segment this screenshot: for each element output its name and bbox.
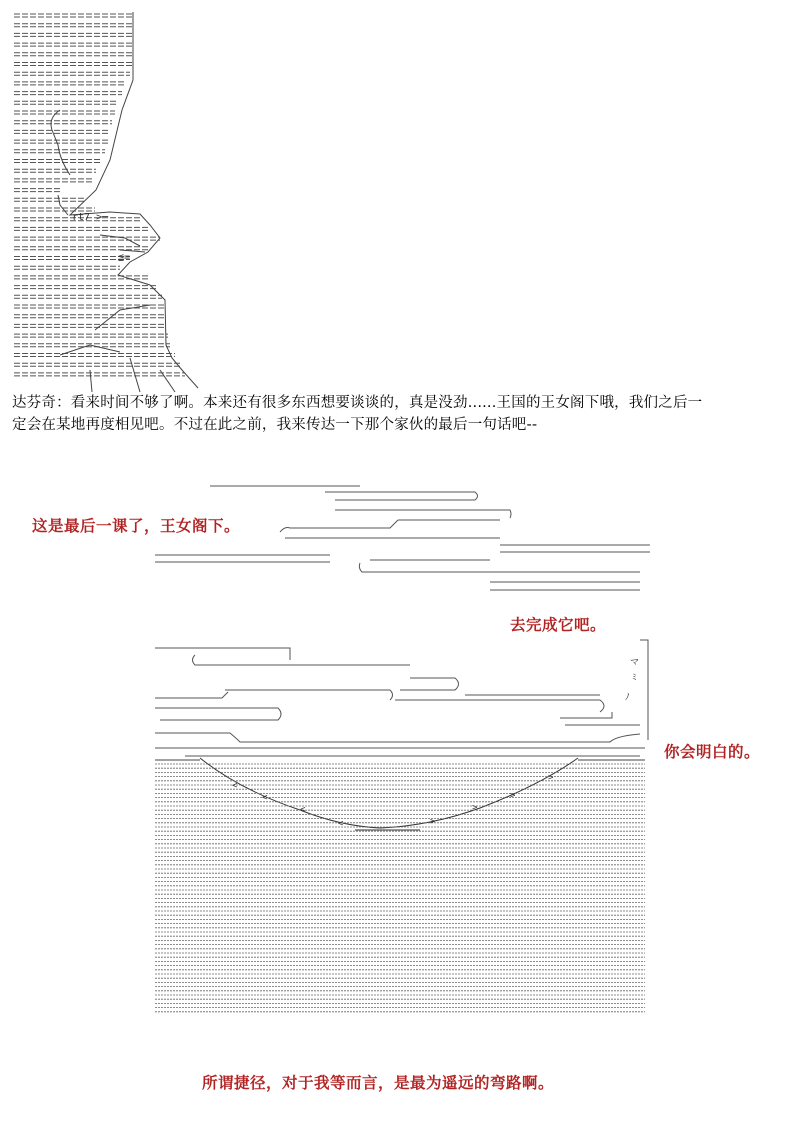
caption-last-lesson: 这是最后一课了，王女阁下。 bbox=[32, 516, 241, 535]
svg-text:≦=: ≦= bbox=[118, 252, 131, 263]
caption-shortcut-quote: 所谓捷径，对于我等而言，是最为遥远的弯路啊。 bbox=[202, 1073, 555, 1092]
caption-go-complete: 去完成它吧。 bbox=[510, 615, 607, 634]
horizon-curve bbox=[200, 758, 578, 830]
narration-line-1: 达芬奇：看来时间不够了啊。本来还有很多东西想要谈谈的，真是没劲......王国的王女阁下哦，我们之后一 bbox=[12, 395, 703, 411]
narration-line-2: 定会在某地再度相见吧。不过在此之前，我来传达一下那个家伙的最后一句话吧-- bbox=[12, 417, 538, 433]
svg-text:>: > bbox=[510, 791, 516, 801]
svg-text:>: > bbox=[430, 817, 436, 827]
svg-text:>: > bbox=[548, 773, 554, 783]
svg-text:<: < bbox=[262, 793, 268, 803]
svg-text:>: > bbox=[472, 803, 478, 813]
svg-text:<: < bbox=[300, 805, 306, 815]
svg-text:マ: マ bbox=[630, 658, 640, 668]
svg-text:ﾉ: ﾉ bbox=[625, 693, 630, 703]
svg-text:rt7 >─: rt7 >─ bbox=[72, 212, 109, 223]
svg-text:ﾐ: ﾐ bbox=[632, 673, 637, 683]
caption-you-will-understand: 你会明白的。 bbox=[664, 742, 761, 761]
svg-text:<: < bbox=[338, 819, 344, 829]
svg-text:<: < bbox=[232, 781, 238, 791]
